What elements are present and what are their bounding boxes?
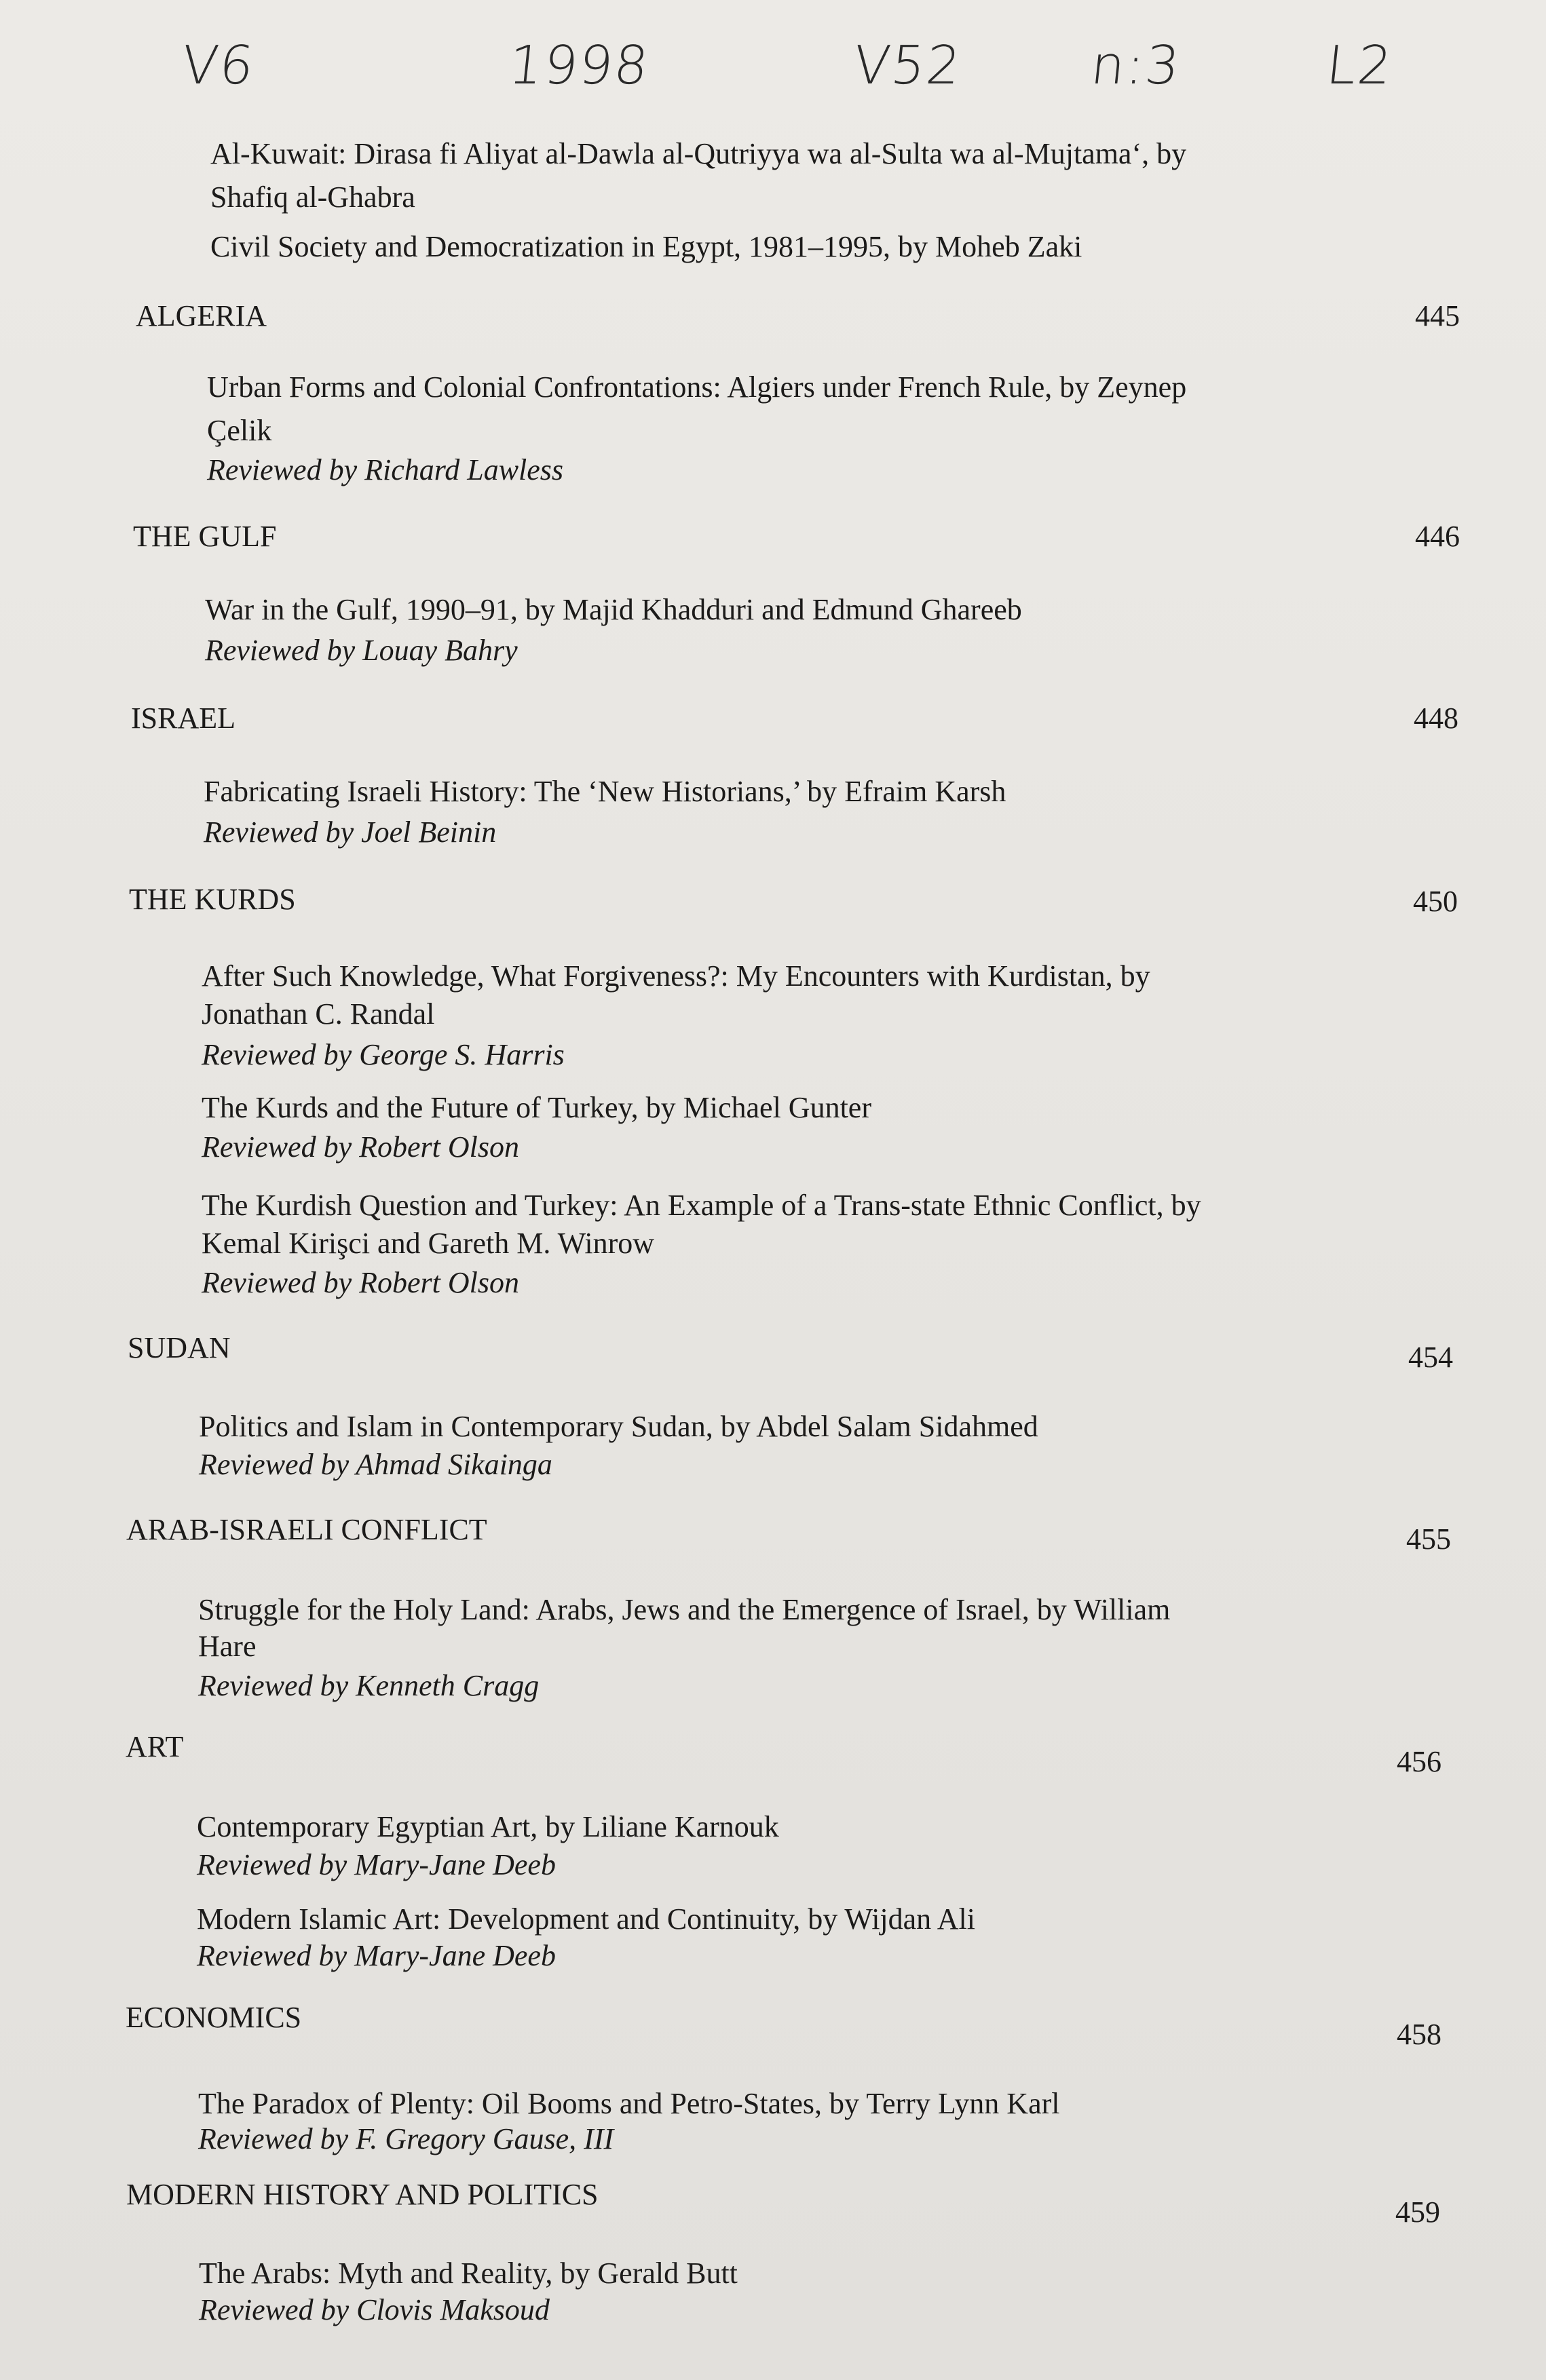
section-title-economics: ECONOMICS [126, 2001, 302, 2034]
handwritten-note-year: 1998 [506, 35, 653, 96]
section-page-algeria: 445 [1415, 299, 1460, 332]
entry-title-line: The Paradox of Plenty: Oil Booms and Petro-States, by Terry Lynn Karl [198, 2087, 1060, 2120]
entry-title-line: Kemal Kirişci and Gareth M. Winrow [202, 1227, 655, 1260]
section-title-arab-israeli-conflict: ARAB-ISRAELI CONFLICT [126, 1513, 487, 1546]
section-page-art: 456 [1397, 1745, 1441, 1778]
entry-title-line: Struggle for the Holy Land: Arabs, Jews and the Emergence of Israel, by William [198, 1593, 1171, 1626]
entry-title-line: Fabricating Israeli History: The ‘New Historians,’ by Efraim Karsh [204, 775, 1006, 808]
section-title-sudan: SUDAN [128, 1331, 231, 1364]
entry-reviewer: Reviewed by Mary-Jane Deeb [197, 1848, 556, 1881]
entry-title-line: After Such Knowledge, What Forgiveness?: My Encounters with Kurdistan, by [202, 959, 1150, 993]
entry-reviewer: Reviewed by Louay Bahry [205, 634, 518, 667]
handwritten-note-code: L2 [1323, 35, 1396, 96]
section-title-israel: ISRAEL [131, 702, 235, 735]
entry-reviewer: Reviewed by Mary-Jane Deeb [197, 1939, 556, 1972]
entry-title-line: Al-Kuwait: Dirasa fi Aliyat al-Dawla al-Qutriyya wa al-Sulta wa al-Mujtama‘, by [210, 137, 1187, 170]
entry-title-line: The Kurdish Question and Turkey: An Example of a Trans-state Ethnic Conflict, by [202, 1189, 1201, 1222]
entry-title-line: Shafiq al-Ghabra [210, 180, 415, 214]
section-page-economics: 458 [1397, 2018, 1441, 2051]
handwritten-note-volume-code: V6 [178, 35, 258, 96]
entry-reviewer: Reviewed by George S. Harris [202, 1038, 565, 1071]
entry-reviewer: Reviewed by F. Gregory Gause, III [198, 2122, 614, 2155]
section-page-israel: 448 [1414, 702, 1458, 735]
entry-reviewer: Reviewed by Richard Lawless [207, 453, 564, 486]
section-page-modern-history-and-politics: 459 [1395, 2195, 1440, 2229]
entry-title-line: Contemporary Egyptian Art, by Liliane Karnouk [197, 1810, 779, 1843]
section-page-arab-israeli-conflict: 455 [1406, 1522, 1451, 1556]
entry-reviewer: Reviewed by Ahmad Sikainga [199, 1448, 552, 1481]
section-title-modern-history-and-politics: MODERN HISTORY AND POLITICS [126, 2178, 599, 2211]
section-page-gulf: 446 [1415, 520, 1460, 553]
section-page-sudan: 454 [1408, 1341, 1453, 1374]
entry-title-line: War in the Gulf, 1990–91, by Majid Khadduri and Edmund Ghareeb [205, 593, 1022, 626]
entry-reviewer: Reviewed by Kenneth Cragg [198, 1669, 540, 1702]
entry-reviewer: Reviewed by Robert Olson [202, 1130, 519, 1164]
entry-title-line: The Arabs: Myth and Reality, by Gerald Butt [199, 2257, 738, 2290]
section-title-art: ART [126, 1730, 184, 1763]
section-title-kurds: THE KURDS [129, 883, 296, 916]
entry-reviewer: Reviewed by Robert Olson [202, 1266, 519, 1299]
section-title-algeria: ALGERIA [136, 299, 267, 332]
section-page-kurds: 450 [1413, 885, 1458, 918]
handwritten-note-number: n:3 [1088, 35, 1184, 96]
entry-title-line: Civil Society and Democratization in Egypt, 1981–1995, by Moheb Zaki [210, 230, 1082, 263]
handwritten-note-volume: V52 [850, 35, 965, 96]
entry-title-line: Hare [198, 1630, 257, 1663]
entry-title-line: Çelik [207, 414, 272, 447]
entry-title-line: Jonathan C. Randal [202, 997, 435, 1031]
entry-reviewer: Reviewed by Clovis Maksoud [199, 2293, 550, 2326]
entry-title-line: Politics and Islam in Contemporary Sudan, by Abdel Salam Sidahmed [199, 1410, 1038, 1443]
entry-title-line: Modern Islamic Art: Development and Continuity, by Wijdan Ali [197, 1902, 975, 1936]
entry-title-line: Urban Forms and Colonial Confrontations: Algiers under French Rule, by Zeynep [207, 370, 1187, 404]
entry-title-line: The Kurds and the Future of Turkey, by Michael Gunter [202, 1091, 871, 1124]
entry-reviewer: Reviewed by Joel Beinin [204, 815, 497, 849]
section-title-gulf: THE GULF [133, 520, 277, 553]
